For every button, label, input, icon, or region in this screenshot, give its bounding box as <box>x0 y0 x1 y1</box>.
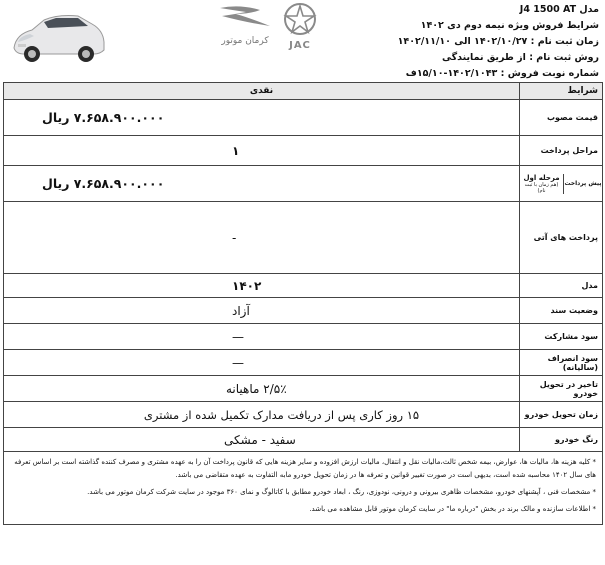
table-row <box>4 376 603 402</box>
row-label: قیمت مصوب <box>520 100 603 136</box>
note-item: * اطلاعات سازنده و مالک برند در بخش "درباره ما" در سایت کرمان موتور قابل مشاهده می باشد. <box>309 505 596 513</box>
row-label: سود انصراف (سالیانه) <box>520 350 603 376</box>
table-row <box>4 274 603 298</box>
model-line: مدل J4 1500 AT <box>519 4 599 15</box>
note-item: * کلیه هزینه ها، مالیات ها، عوارض، بیمه شخص ثالث،مالیات نقل و انتقال، مالیات ارزش افزوده و سایر هزینه هایی که قانون پرداخت آن را به عهده مشتری و مصرف کننده گذاشته است بر اساس تعرفه های سال ۱۴۰۲ محاسبه شده است، بدیهی است در صورت تغییر قوانین و تعرفه ها در زمان تحویل خودرو مابه التفاوت به عهده متقاضی می باشد. <box>14 458 596 479</box>
cancellation-profit: — <box>4 350 520 376</box>
car-color: سفید - مشکی <box>4 428 520 452</box>
table-header-row <box>4 83 603 100</box>
table-row <box>4 298 603 324</box>
page-header <box>0 0 605 80</box>
table-row <box>4 166 603 202</box>
prepayment-value: ۷.۶۵۸.۹۰۰.۰۰۰ ریال <box>4 166 520 202</box>
stage-label <box>520 174 563 194</box>
row-label: مدل <box>520 274 603 298</box>
registration-time: زمان ثبت نام : ۱۴۰۲/۱۰/۲۷ الی ۱۴۰۲/۱۱/۱۰ <box>397 36 599 47</box>
payment-stages: ۱ <box>4 136 520 166</box>
row-label: پرداخت های آتی <box>520 202 603 274</box>
header-value: نقدی <box>4 83 520 100</box>
table-row <box>4 324 603 350</box>
row-label <box>520 166 603 202</box>
sale-info <box>299 2 599 82</box>
delivery-delay: ۲/۵٪ ماهیانه <box>4 376 520 402</box>
stage-name: مرحله اول <box>523 173 560 182</box>
conditions-line: شرایط فروش ویژه نیمه دوم دی ۱۴۰۲ <box>420 20 599 31</box>
table-row <box>4 136 603 166</box>
kerman-motor-logo: کرمان موتور <box>210 4 280 44</box>
row-label: وضعیت سند <box>520 298 603 324</box>
table-row <box>4 402 603 428</box>
document-status: آزاد <box>4 298 520 324</box>
table-row <box>4 428 603 452</box>
participation-profit: — <box>4 324 520 350</box>
row-label: سود مشارکت <box>520 324 603 350</box>
row-label: مراحل پرداخت <box>520 136 603 166</box>
row-label: تاخیر در تحویل خودرو <box>520 376 603 402</box>
header-label: شرایط <box>520 83 603 100</box>
table-row <box>4 202 603 274</box>
jac-logo: JAC <box>272 2 328 50</box>
approved-price: ۷.۶۵۸.۹۰۰.۰۰۰ ریال <box>4 100 520 136</box>
prepayment-label: پیش پرداخت <box>563 174 602 194</box>
row-label: زمان تحویل خودرو <box>520 402 603 428</box>
model-year: ۱۴۰۲ <box>4 274 520 298</box>
sale-number: شماره نوبت فروش : ۱۴۰۲/۱۰۴۳-۱۵/۱۰ف <box>405 68 599 79</box>
sale-conditions-table <box>3 82 603 525</box>
row-label: رنگ خودرو <box>520 428 603 452</box>
table-row <box>4 350 603 376</box>
stage-note: (هم زمان با ثبت نام) <box>524 181 559 194</box>
registration-method: روش ثبت نام : از طریق نمایندگی <box>441 52 599 63</box>
notes-cell <box>4 452 603 525</box>
delivery-time: ۱۵ روز کاری پس از دریافت مدارک تکمیل شده از مشتری <box>4 402 520 428</box>
table-row <box>4 100 603 136</box>
car-image <box>8 4 108 70</box>
future-payments: - <box>4 202 520 274</box>
note-item: * مشخصات فنی ، آپشنهای خودرو، مشخصات ظاهری بیرونی و درونی، نودوزی، رنگ ، ابعاد خودرو مطابق با کاتالوگ و نمای ۳۶۰ موجود در سایت شرکت کرمان موتور می باشد. <box>87 488 596 496</box>
notes-row <box>4 452 603 525</box>
